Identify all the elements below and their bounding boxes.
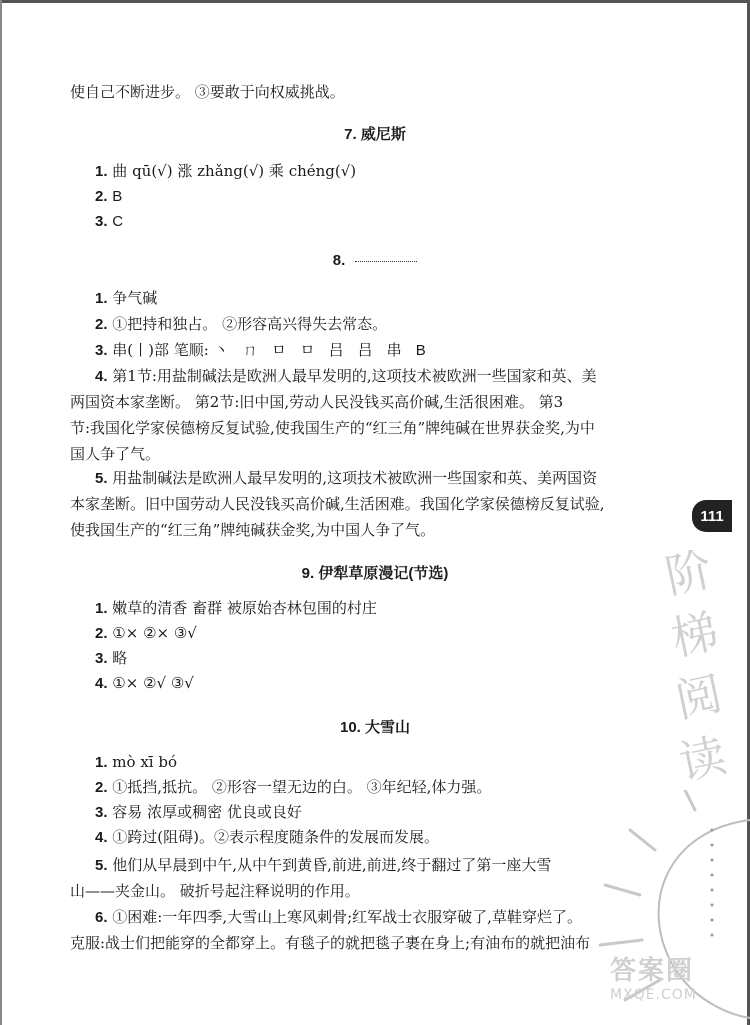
page-border-top — [0, 0, 750, 3]
item-number: 3. — [95, 650, 108, 667]
item-number: 1. — [95, 163, 108, 180]
section-8-item-4-line-4: 国人争了气。 — [70, 445, 161, 463]
item-answer-letter: B — [415, 342, 426, 359]
item-text: B — [112, 188, 123, 205]
section-7-title: 7. 威尼斯 — [344, 126, 406, 143]
item-number: 4. — [95, 675, 108, 692]
item-text: 他们从早晨到中午,从中午到黄昏,前进,前进,终于翻过了第一座大雪 — [112, 856, 552, 874]
series-title-char: 阅 — [670, 665, 727, 729]
item-number: 1. — [95, 290, 108, 307]
item-text: ①把持和独占。 ②形容高兴得失去常态。 — [112, 315, 388, 333]
item-text: ①× ②√ ③√ — [112, 674, 194, 692]
item-text: 曲 qū(√) 涨 zhǎng(√) 乘 chéng(√) — [112, 162, 357, 180]
page-number-badge: 111 — [692, 500, 732, 532]
item-text: 嫩草的清香 畜群 被原始杏林包围的村庄 — [112, 599, 377, 617]
section-10-item-5-line-1 — [95, 855, 551, 876]
item-text: C — [112, 213, 124, 230]
watermark-top: 答案圈 — [610, 956, 695, 986]
series-title-char: 梯 — [666, 603, 723, 667]
series-title-vertical — [650, 540, 730, 800]
item-number: 5. — [95, 857, 108, 874]
section-7-item-2 — [95, 186, 122, 207]
section-10-item-5-line-2: 山——夹金山。 破折号起注释说明的作用。 — [70, 882, 360, 900]
section-8-item-4-line-1 — [95, 366, 597, 387]
item-number: 1. — [95, 600, 108, 617]
item-number: 5. — [95, 470, 108, 487]
stroke-order-glyph: ㅁ — [271, 341, 287, 359]
item-text: 串(丨)部 笔顺: — [112, 341, 209, 359]
section-10-item-2 — [95, 777, 491, 798]
item-number: 3. — [95, 342, 108, 359]
section-8-item-5-line-2: 本家垄断。旧中国劳动人民没钱买高价碱,生活困难。我国化学家侯德榜反复试验, — [70, 495, 605, 513]
continuation-line: 使自己不断进步。 ③要敢于向权威挑战。 — [70, 83, 345, 101]
stroke-order-glyph: 吕 — [328, 341, 344, 359]
section-8-item-3 — [95, 340, 426, 361]
section-7-item-1 — [95, 161, 356, 182]
section-10-item-4 — [95, 827, 439, 848]
section-10-item-6-line-2: 克服:战士们把能穿的全都穿上。有毯子的就把毯子裹在身上;有油布的就把油布 — [70, 934, 591, 952]
item-text: 容易 浓厚或稠密 优良或良好 — [112, 803, 302, 821]
item-text: 争气碱 — [112, 289, 158, 307]
stroke-order-glyph: 丶 — [213, 341, 229, 359]
section-10-item-6-line-1 — [95, 907, 582, 928]
section-9-title: 9. 伊犁草原漫记(节选) — [301, 565, 449, 582]
section-9-item-1 — [95, 598, 377, 619]
item-number: 2. — [95, 188, 108, 205]
section-7-item-3 — [95, 211, 123, 232]
item-text: 用盐制碱法是欧洲人最早发明的,这项技术被欧洲一些国家和英、美两国资 — [112, 469, 598, 487]
section-9-item-4 — [95, 673, 194, 694]
item-number: 2. — [95, 316, 108, 333]
section-9-item-2 — [95, 623, 197, 644]
item-number: 3. — [95, 804, 108, 821]
section-8-item-5-line-3: 使我国生产的“红三角”牌纯碱获金奖,为中国人争了气。 — [70, 521, 436, 539]
item-number: 2. — [95, 779, 108, 796]
section-8-item-1 — [95, 288, 157, 309]
item-text: mò xī bó — [112, 753, 177, 771]
stroke-order-glyph: 吕 — [357, 341, 373, 359]
section-8-number: 8. — [332, 252, 346, 269]
item-number: 3. — [95, 213, 108, 230]
page-border-left — [0, 0, 2, 1025]
item-text: 略 — [112, 649, 128, 667]
item-number: 2. — [95, 625, 108, 642]
stroke-order-glyph: ㄇ — [242, 341, 258, 359]
series-title-char: 读 — [674, 727, 731, 791]
stroke-order-glyph: 串 — [386, 341, 402, 359]
section-8-item-5-line-1 — [95, 468, 597, 489]
item-number: 4. — [95, 829, 108, 846]
section-8-title — [0, 252, 750, 269]
item-text: ①抵挡,抵抗。 ②形容一望无边的白。 ③年纪轻,体力强。 — [112, 778, 492, 796]
item-number: 4. — [95, 368, 108, 385]
section-8-item-4-line-3: 节:我国化学家侯德榜反复试验,使我国生产的“红三角”牌纯碱在世界获金奖,为中 — [70, 419, 595, 437]
item-number: 6. — [95, 909, 108, 926]
section-8-item-2 — [95, 314, 387, 335]
title-blank-dots — [355, 261, 417, 262]
item-text: 第1节:用盐制碱法是欧洲人最早发明的,这项技术被欧洲一些国家和英、美 — [112, 367, 597, 385]
section-8-item-4-line-2: 两国资本家垄断。 第2节:旧中国,劳动人民没钱买高价碱,生活很困难。 第3 — [70, 393, 564, 411]
section-9-item-3 — [95, 648, 127, 669]
watermark-bottom: MXQE.COM — [610, 987, 697, 1003]
section-10-item-1 — [95, 752, 177, 773]
stroke-order-glyph: ㅁ — [300, 341, 315, 359]
item-text: ①困难:一年四季,大雪山上寒风刺骨;红军战士衣服穿破了,草鞋穿烂了。 — [112, 908, 582, 926]
section-10-item-3 — [95, 802, 302, 823]
item-text: ①跨过(阻碍)。②表示程度随条件的发展而发展。 — [112, 828, 440, 846]
watermark — [610, 950, 750, 1010]
item-number: 1. — [95, 754, 108, 771]
series-title-char: 阶 — [660, 541, 717, 605]
item-text: ①× ②× ③√ — [112, 624, 197, 642]
section-10-title: 10. 大雪山 — [339, 719, 411, 736]
